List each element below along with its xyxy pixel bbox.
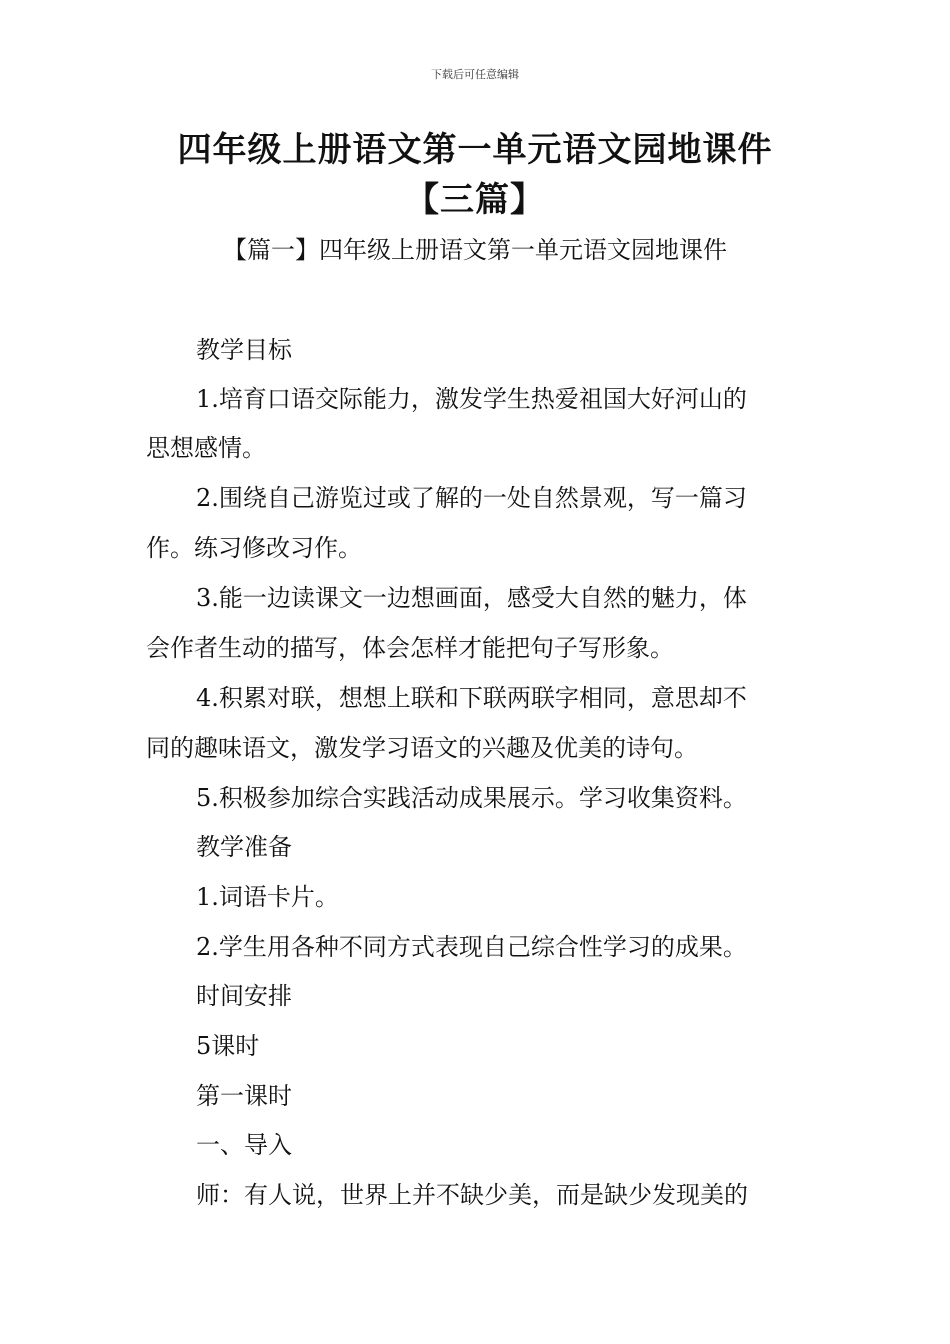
heading-schedule: 时间安排 — [196, 982, 292, 1010]
paragraph-line: 5课时 — [196, 1032, 260, 1060]
page-header-note: 下载后可任意编辑 — [431, 68, 519, 81]
document-title-line-2: 【三篇】 — [405, 180, 545, 220]
paragraph-line: 4.积累对联，想想上联和下联两联字相同，意思却不 — [196, 684, 747, 712]
paragraph-line: 作。练习修改习作。 — [146, 534, 362, 562]
paragraph-line: 同的趣味语文，激发学习语文的兴趣及优美的诗句。 — [146, 734, 698, 762]
paragraph-line: 2.围绕自己游览过或了解的一处自然景观，写一篇习 — [196, 484, 747, 512]
paragraph-line: 3.能一边读课文一边想画面，感受大自然的魅力，体 — [196, 584, 747, 612]
paragraph-line: 会作者生动的描写，体会怎样才能把句子写形象。 — [146, 634, 674, 662]
paragraph-line: 1.培育口语交际能力，激发学生热爱祖国大好河山的 — [196, 385, 747, 413]
paragraph-line: 2.学生用各种不同方式表现自己综合性学习的成果。 — [196, 933, 747, 961]
heading-first-lesson: 第一课时 — [196, 1082, 292, 1110]
paragraph-line: 1.词语卡片。 — [196, 883, 339, 911]
heading-introduction: 一、导入 — [196, 1131, 292, 1159]
section-subtitle: 【篇一】四年级上册语文第一单元语文园地课件 — [223, 236, 727, 264]
document-title-line-1: 四年级上册语文第一单元语文园地课件 — [177, 130, 773, 170]
paragraph-line: 师：有人说，世界上并不缺少美，而是缺少发现美的 — [196, 1181, 748, 1209]
heading-teaching-prep: 教学准备 — [196, 833, 292, 861]
paragraph-line: 思想感情。 — [146, 434, 266, 462]
paragraph-line: 5.积极参加综合实践活动成果展示。学习收集资料。 — [196, 784, 747, 812]
heading-teaching-goals: 教学目标 — [196, 336, 292, 364]
